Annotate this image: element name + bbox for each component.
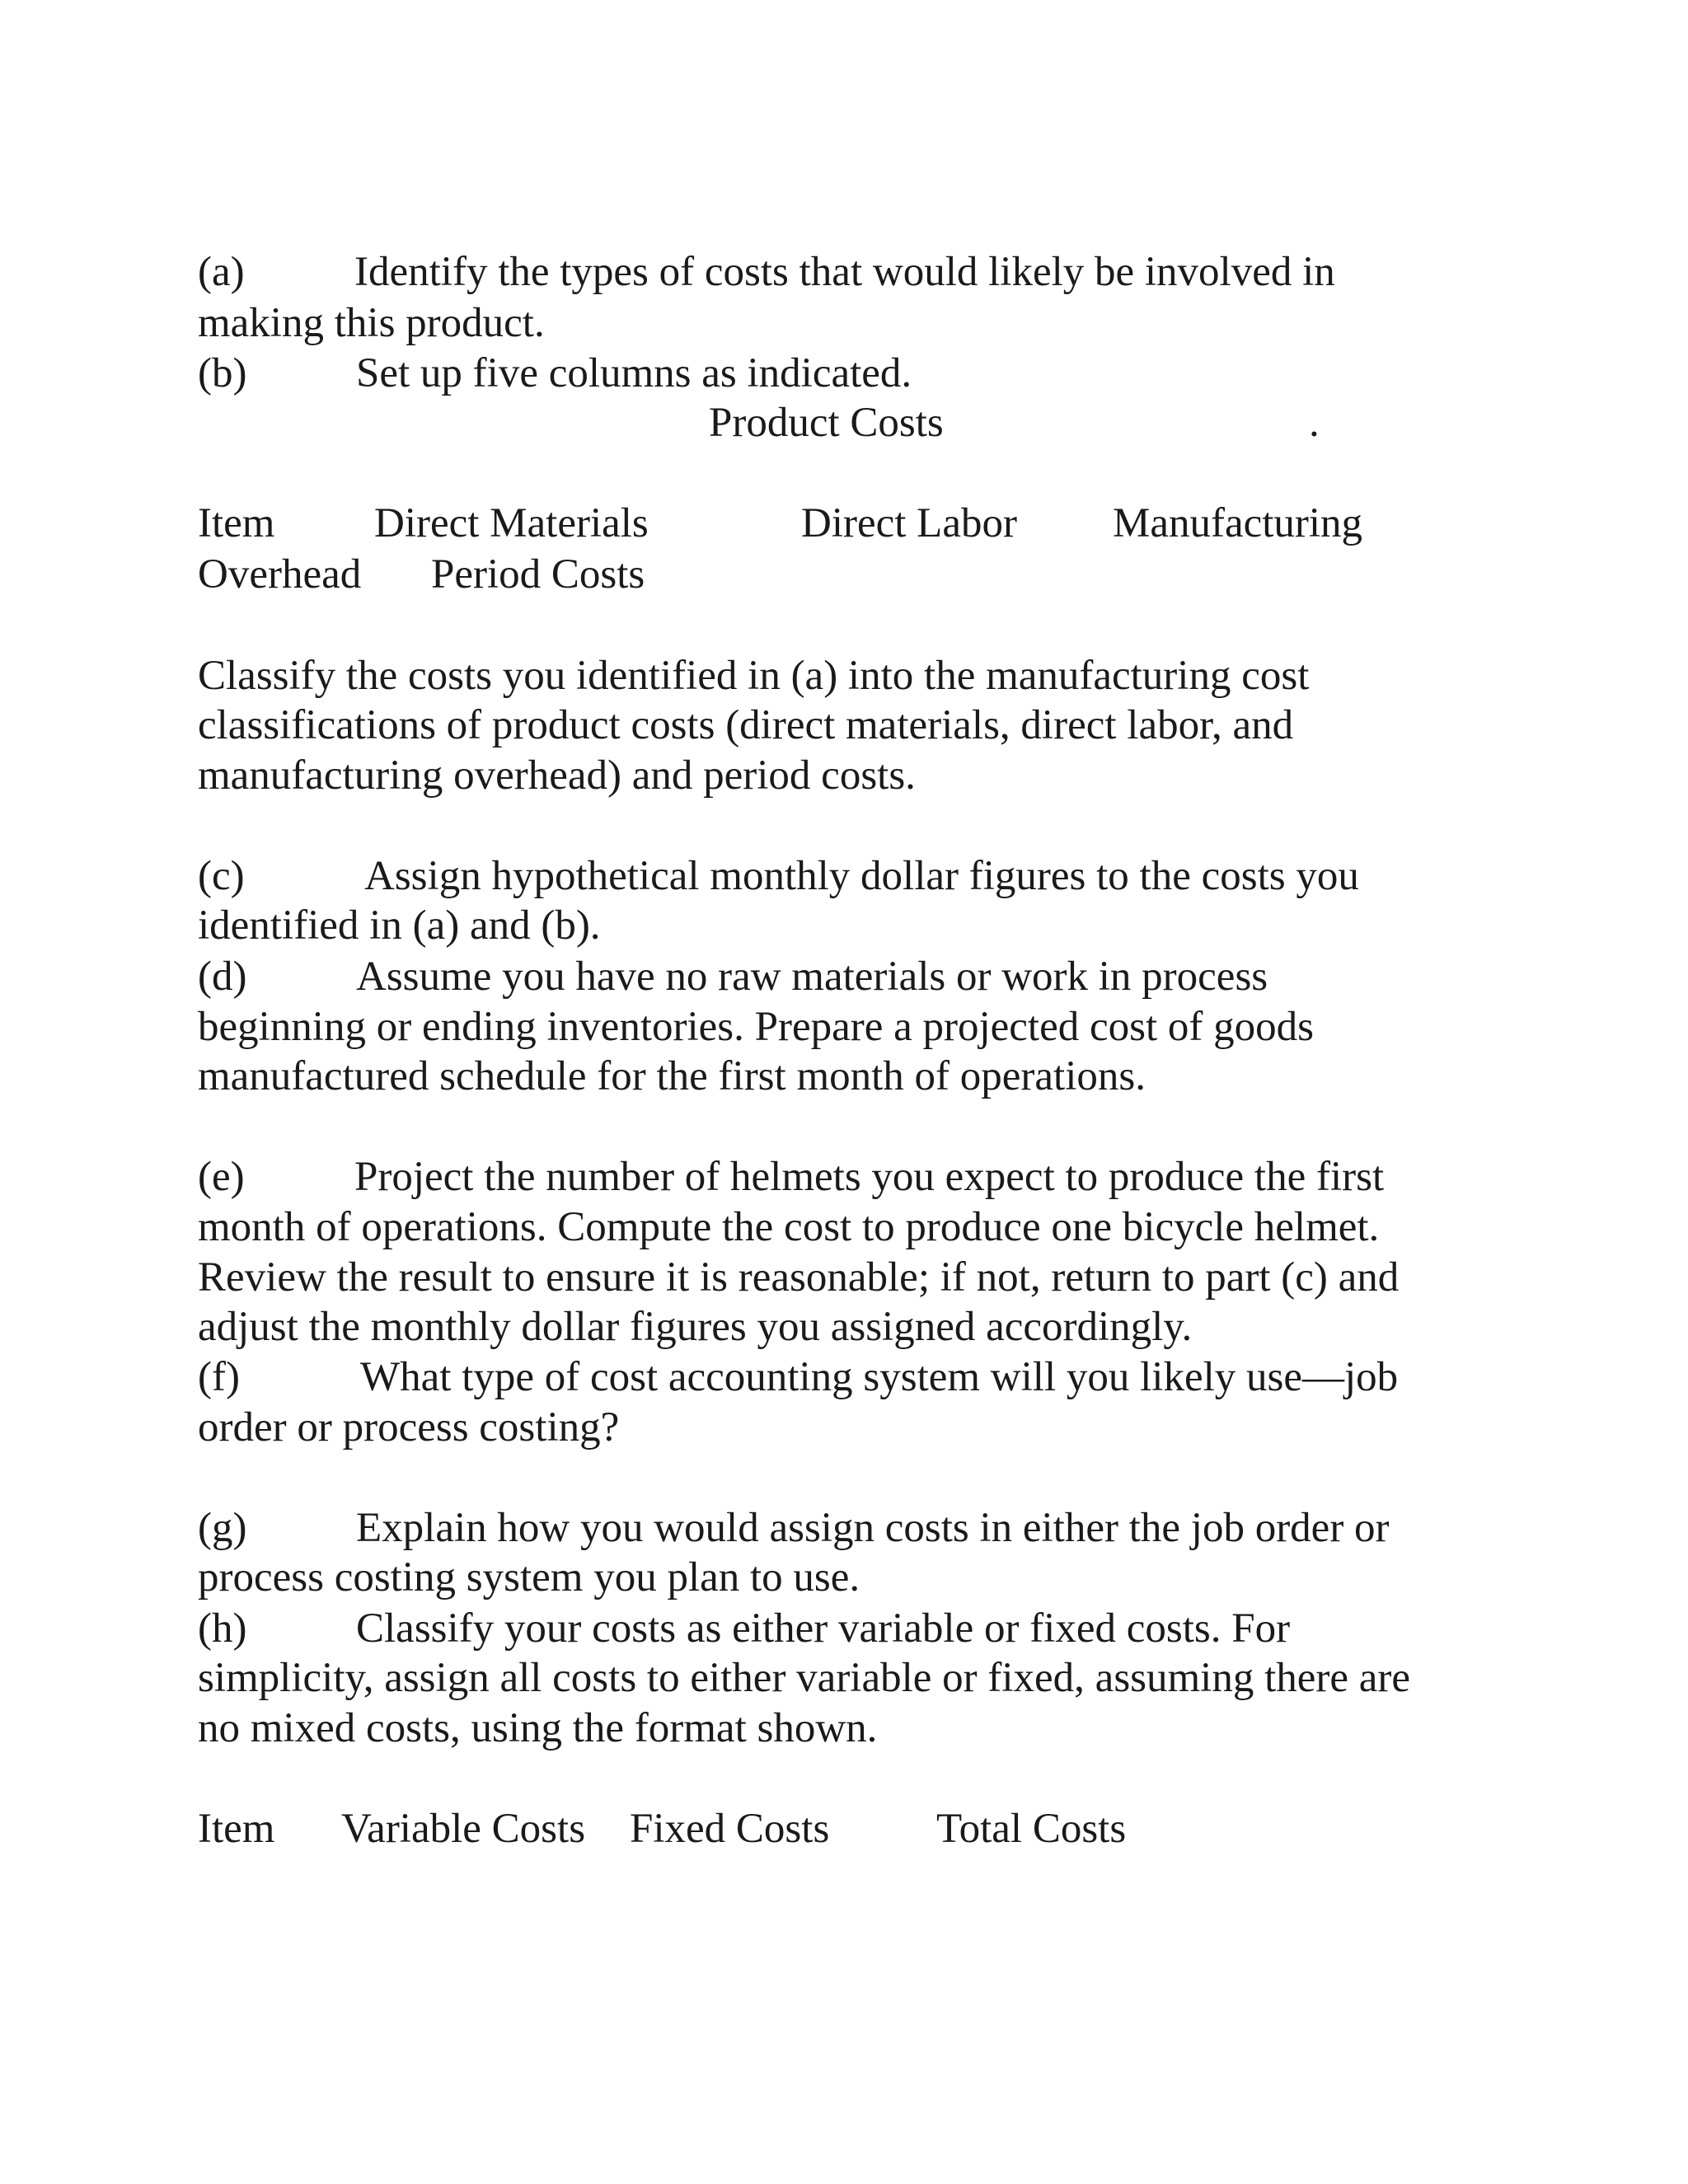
question-g-label: (g) (198, 1505, 247, 1551)
question-c-text-line-1: Assign hypothetical monthly dollar figures to the costs you (364, 853, 1359, 899)
question-e-text-line-4: adjust the monthly dollar figures you assigned accordingly. (198, 1304, 1193, 1350)
question-c-label: (c) (198, 853, 245, 899)
question-g-text-line-1: Explain how you would assign costs in either the job order or (356, 1505, 1390, 1551)
column-header-overhead: Overhead (198, 551, 362, 598)
question-a-text-line-2: making this product. (198, 300, 545, 346)
question-h-text-line-1: Classify your costs as either variable or fixed costs. For (356, 1605, 1291, 1652)
question-d-text-line-3: manufactured schedule for the first month of operations. (198, 1053, 1146, 1099)
question-d-text-line-1: Assume you have no raw materials or work in process (356, 954, 1268, 1000)
question-e-text-line-2: month of operations. Compute the cost to produce one bicycle helmet. (198, 1204, 1380, 1250)
question-f-label: (f) (198, 1354, 240, 1400)
question-f-text-line-1: What type of cost accounting system will you likely use—job (360, 1354, 1399, 1400)
question-e-text-line-1: Project the number of helmets you expect to produce the first (354, 1154, 1385, 1200)
product-costs-header-end: . (1309, 400, 1320, 446)
question-h-text-line-3: no mixed costs, using the format shown. (198, 1705, 878, 1751)
column-header-variable-costs: Variable Costs (341, 1806, 586, 1852)
question-b-label: (b) (198, 350, 247, 396)
column-header-item: Item (198, 500, 275, 546)
column-header-manufacturing: Manufacturing (1113, 500, 1363, 546)
question-b-instruction-line-1: Classify the costs you identified in (a) into the manufacturing cost (198, 653, 1310, 699)
question-d-label: (d) (198, 954, 247, 1000)
product-costs-header: Product Costs (709, 400, 944, 446)
question-h-label: (h) (198, 1605, 247, 1652)
question-d-text-line-2: beginning or ending inventories. Prepare a projected cost of goods (198, 1004, 1314, 1050)
column-header-period-costs: Period Costs (431, 551, 645, 598)
column-header-fixed-costs: Fixed Costs (630, 1806, 830, 1852)
question-b-instruction-line-2: classifications of product costs (direct materials, direct labor, and (198, 702, 1294, 748)
column-header-direct-materials: Direct Materials (374, 500, 649, 546)
question-a-text-line-1: Identify the types of costs that would likely be involved in (354, 249, 1335, 295)
question-g-text-line-2: process costing system you plan to use. (198, 1554, 860, 1601)
column-header-direct-labor: Direct Labor (801, 500, 1017, 546)
question-c-text-line-2: identified in (a) and (b). (198, 902, 601, 949)
question-e-label: (e) (198, 1154, 245, 1200)
column-header-item-2: Item (198, 1806, 275, 1852)
question-h-text-line-2: simplicity, assign all costs to either variable or fixed, assuming there are (198, 1655, 1411, 1701)
question-e-text-line-3: Review the result to ensure it is reasonable; if not, return to part (c) and (198, 1254, 1400, 1301)
question-b-text-line-1: Set up five columns as indicated. (356, 350, 912, 396)
question-b-instruction-line-3: manufacturing overhead) and period costs. (198, 752, 916, 799)
column-header-total-costs: Total Costs (936, 1806, 1127, 1852)
question-a-label: (a) (198, 249, 245, 295)
question-f-text-line-2: order or process costing? (198, 1404, 620, 1451)
